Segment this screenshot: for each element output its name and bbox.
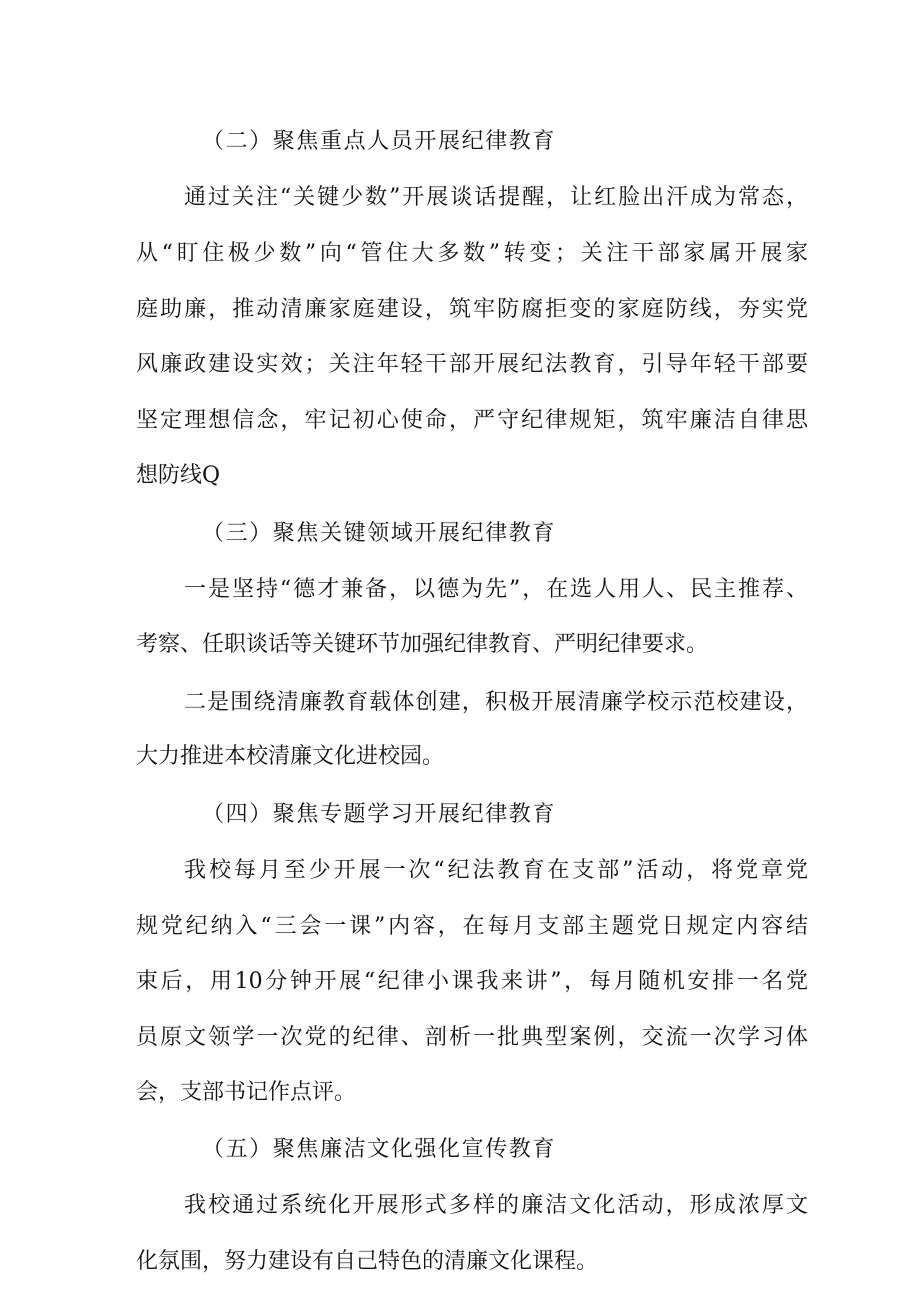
paragraph-line: 一是坚持“德才兼备，以德为先”，在选人用人、民主推荐、 (184, 577, 808, 602)
paragraph-line: 规党纪纳入“三会一课”内容，在每月支部主题党日规定内容结 (136, 914, 808, 939)
paragraph-line: 我校每月至少开展一次“纪法教育在支部”活动，将党章党 (184, 858, 808, 883)
paragraph-line: 员原文领学一次党的纪律、剖析一批典型案例，交流一次学习体 (136, 1025, 808, 1050)
paragraph-line: 二是围绕清廉教育载体创建，积极开展清廉学校示范校建设， (184, 690, 808, 715)
paragraph-line: 想防线Q (136, 463, 221, 488)
section-heading-2: （二）聚焦重点人员开展纪律教育 (202, 129, 557, 154)
paragraph-line: 束后，用10分钟开展“纪律小课我来讲”，每月随机安排一名党 (136, 969, 808, 994)
paragraph-line: 庭助廉，推动清廉家庭建设，筑牢防腐拒变的家庭防线，夯实党 (136, 297, 808, 322)
paragraph-line: 风廉政建设实效；关注年轻干部开展纪法教育，引导年轻干部要 (136, 352, 808, 377)
paragraph-line: 会，支部书记作点评。 (136, 1080, 357, 1105)
paragraph-line: 从“盯住极少数”向“管住大多数”转变；关注干部家属开展家 (136, 241, 808, 266)
section-heading-5: （五）聚焦廉洁文化强化宣传教育 (202, 1137, 557, 1162)
section-heading-4: （四）聚焦专题学习开展纪律教育 (202, 802, 557, 827)
paragraph-line: 我校通过系统化开展形式多样的廉洁文化活动，形成浓厚文 (184, 1193, 808, 1218)
paragraph-line: 通过关注“关键少数”开展谈话提醒，让红脸出汗成为常态， (184, 185, 808, 210)
paragraph-line: 考察、任职谈话等关键环节加强纪律教育、严明纪律要求。 (136, 632, 709, 657)
paragraph-line: 坚定理想信念，牢记初心使命，严守纪律规矩，筑牢廉洁自律思 (136, 408, 808, 433)
section-heading-3: （三）聚焦关键领域开展纪律教育 (202, 521, 557, 546)
paragraph-line: 化氛围，努力建设有自己特色的清廉文化课程。 (136, 1249, 599, 1274)
paragraph-line: 大力推进本校清廉文化进校园。 (136, 744, 445, 769)
